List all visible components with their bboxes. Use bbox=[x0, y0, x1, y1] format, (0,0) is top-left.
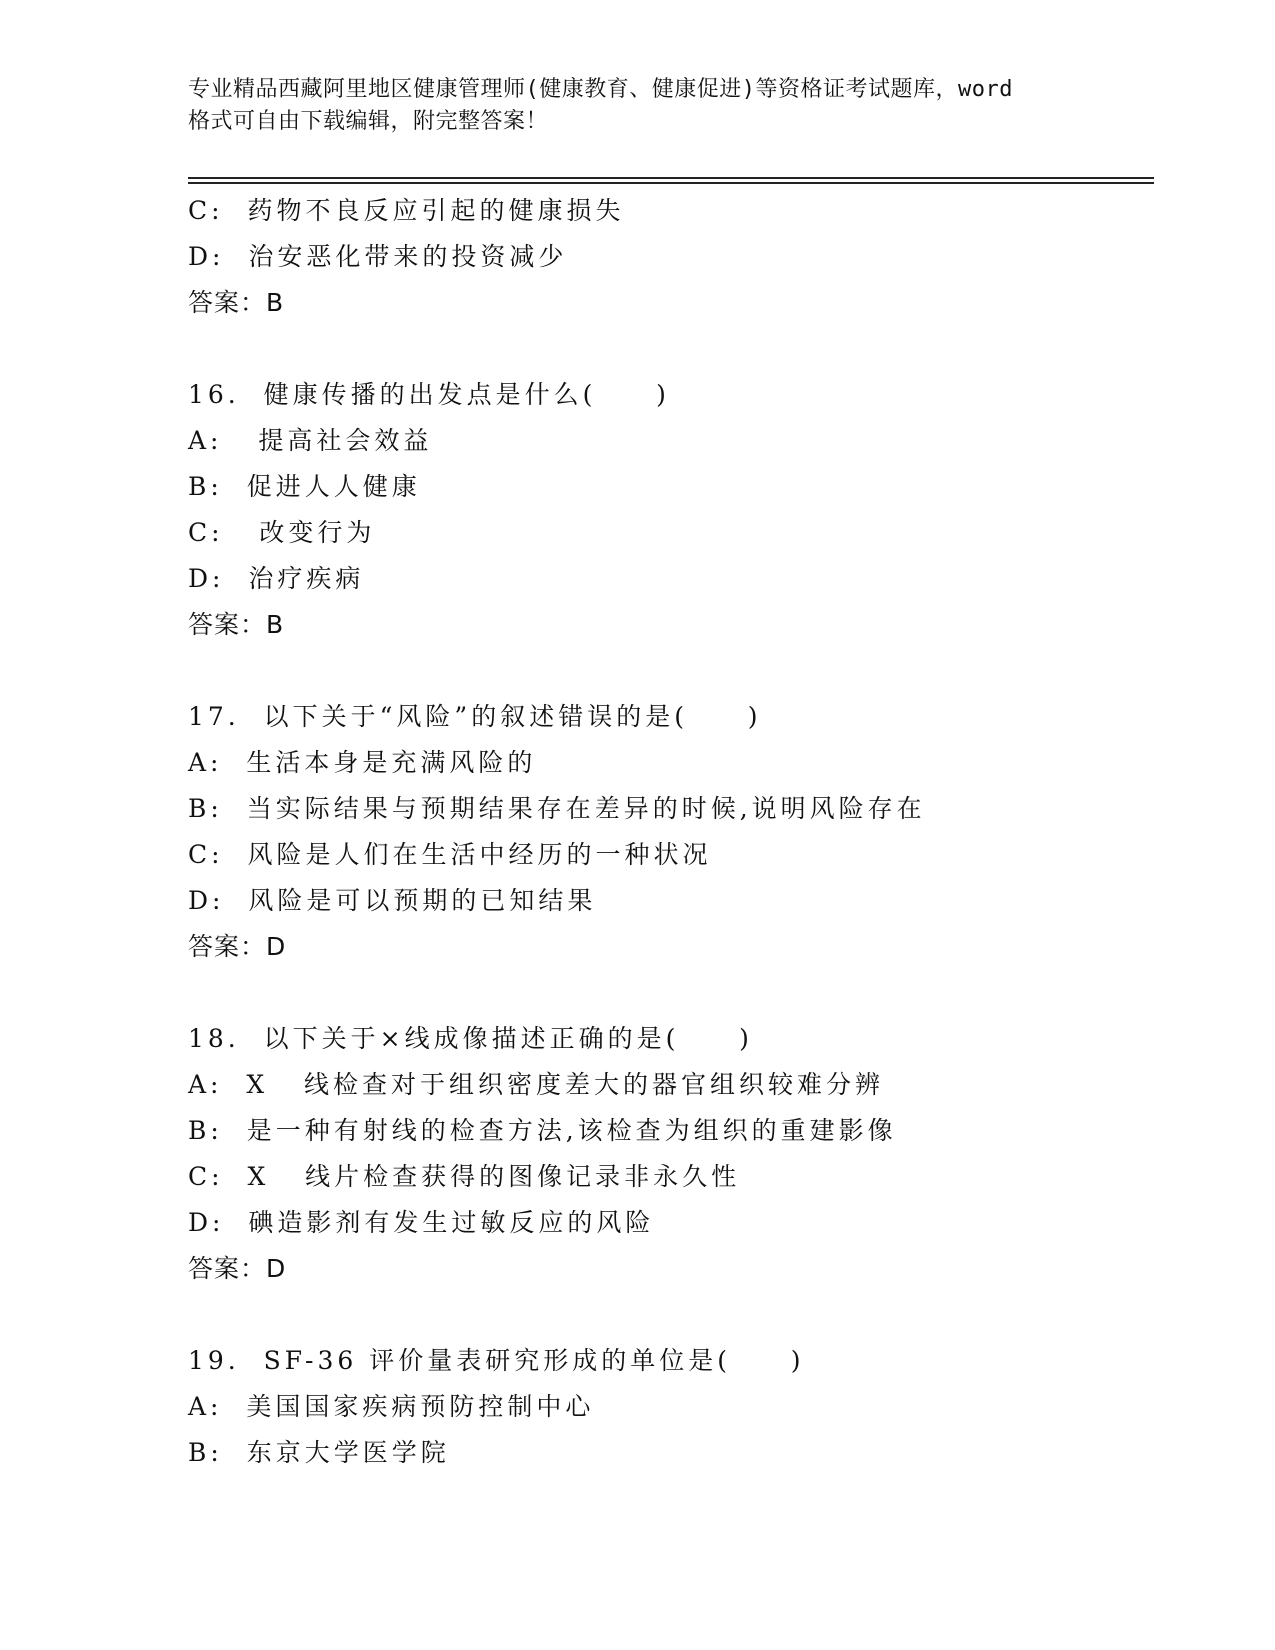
option-d: D: 碘造影剂有发生过敏反应的风险 bbox=[188, 1208, 655, 1237]
question-18 bbox=[188, 1016, 1154, 1292]
header-line-2: 格式可自由下载编辑，附完整答案！ bbox=[188, 109, 549, 134]
option-c: C: 改变行为 bbox=[188, 518, 376, 547]
answer: 答案：B bbox=[188, 288, 285, 317]
spacer bbox=[188, 970, 1154, 1016]
header-divider-top bbox=[188, 177, 1154, 179]
spacer bbox=[188, 648, 1154, 694]
question-stem: 18. 以下关于×线成像描述正确的是( ) bbox=[188, 1024, 753, 1053]
question-stem: 16. 健康传播的出发点是什么( ) bbox=[188, 380, 670, 409]
question-list bbox=[188, 188, 1154, 1476]
option-c: C: 风险是人们在生活中经历的一种状况 bbox=[188, 840, 712, 869]
option-d: D: 治安恶化带来的投资减少 bbox=[188, 242, 568, 271]
question-19 bbox=[188, 1338, 1154, 1476]
spacer bbox=[188, 1292, 1154, 1338]
spacer bbox=[188, 326, 1154, 372]
option-a: A: 生活本身是充满风险的 bbox=[188, 748, 537, 777]
question-17 bbox=[188, 694, 1154, 970]
header-divider-bottom bbox=[188, 182, 1154, 184]
option-b: B: 东京大学医学院 bbox=[188, 1438, 450, 1467]
answer: 答案：D bbox=[188, 932, 287, 961]
option-a: A: 美国国家疾病预防控制中心 bbox=[188, 1392, 595, 1421]
option-c: C: X 线片检查获得的图像记录非永久性 bbox=[188, 1162, 741, 1191]
option-a: A: X 线检查对于组织密度差大的器官组织较难分辨 bbox=[188, 1070, 885, 1099]
option-b: B: 当实际结果与预期结果存在差异的时候,说明风险存在 bbox=[188, 794, 926, 823]
header-line-1: 专业精品西藏阿里地区健康管理师(健康教育、健康促进)等资格证考试题库，word bbox=[188, 77, 1013, 102]
option-d: D: 风险是可以预期的已知结果 bbox=[188, 886, 597, 915]
option-c: C: 药物不良反应引起的健康损失 bbox=[188, 196, 625, 225]
question-15 bbox=[188, 188, 1154, 326]
answer: 答案：B bbox=[188, 610, 285, 639]
document-header bbox=[188, 74, 1088, 138]
question-stem: 19. SF-36 评价量表研究形成的单位是( ) bbox=[188, 1346, 805, 1375]
option-b: B: 促进人人健康 bbox=[188, 472, 421, 501]
option-d: D: 治疗疾病 bbox=[188, 564, 365, 593]
question-stem: 17. 以下关于“风险”的叙述错误的是( ) bbox=[188, 702, 762, 731]
answer: 答案：D bbox=[188, 1254, 287, 1283]
option-a: A: 提高社会效益 bbox=[188, 426, 433, 455]
question-16 bbox=[188, 372, 1154, 648]
option-b: B: 是一种有射线的检查方法,该检查为组织的重建影像 bbox=[188, 1116, 897, 1145]
